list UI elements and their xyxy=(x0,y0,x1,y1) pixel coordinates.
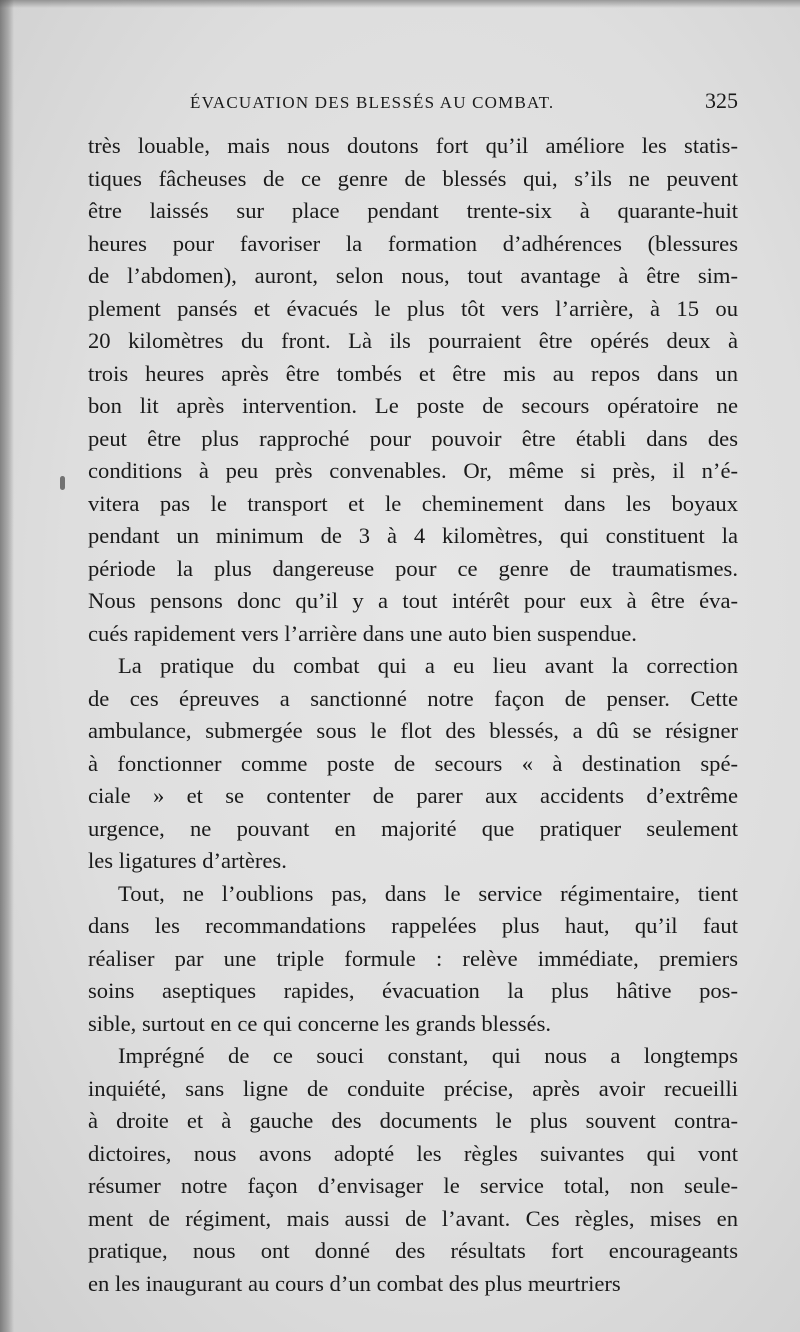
page-binding-shadow xyxy=(0,0,14,1332)
text-line: soins aseptiques rapides, évacuation la plus hâtive pos- xyxy=(88,978,738,1003)
text-line: à fonctionner comme poste de secours « à destination spé- xyxy=(88,750,738,776)
page-header xyxy=(88,88,738,118)
text-line: très louable, mais nous doutons fort qu’il améliore les statis- xyxy=(88,133,738,158)
text-line: ambulance, submergée sous le flot des blessés, a dû se résigner xyxy=(88,718,738,743)
text-line: bon lit après intervention. Le poste de secours opératoire ne xyxy=(88,393,738,418)
text-line: ment de régiment, mais aussi de l’avant. Ces règles, mises en xyxy=(88,1205,738,1231)
text-line: heures pour favoriser la formation d’adhérences (blessures xyxy=(88,230,738,256)
body-text xyxy=(88,130,738,1300)
page-number: 325 xyxy=(705,88,738,113)
text-line: Tout, ne l’oublions pas, dans le service régimentaire, tient xyxy=(118,880,738,906)
text-line: pendant un minimum de 3 à 4 kilomètres, qui constituent la xyxy=(88,523,738,548)
text-line: Nous pensons donc qu’il y a tout intérêt pour eux à être éva- xyxy=(88,588,738,613)
text-line: conditions à peu près convenables. Or, même si près, il n’é- xyxy=(88,458,738,483)
text-line: peut être plus rapproché pour pouvoir être établi dans des xyxy=(88,425,738,451)
text-line: urgence, ne pouvant en majorité que pratiquer seulement xyxy=(88,815,738,841)
text-line: à droite et à gauche des documents le plus souvent contra- xyxy=(88,1108,738,1133)
text-line: pratique, nous ont donné des résultats fort encourageants xyxy=(88,1238,738,1263)
text-line: ciale » et se contenter de parer aux accidents d’extrême xyxy=(88,783,738,808)
text-line: cués rapidement vers l’arrière dans une auto bien suspendue. xyxy=(88,620,637,646)
paragraph xyxy=(88,1040,738,1300)
page-top-edge xyxy=(0,0,800,8)
text-line: trois heures après être tombés et être mis au repos dans un xyxy=(88,360,738,386)
text-line: en les inaugurant au cours d’un combat des plus meurtriers xyxy=(88,1270,621,1296)
text-line: réaliser par une triple formule : relève immédiate, premiers xyxy=(88,945,738,971)
text-line: période la plus dangereuse pour ce genre de traumatismes. xyxy=(88,555,738,581)
text-line: de ces épreuves a sanctionné notre façon de penser. Cette xyxy=(88,685,738,711)
text-line: plement pansés et évacués le plus tôt vers l’arrière, à 15 ou xyxy=(88,295,738,321)
text-line: Imprégné de ce souci constant, qui nous a longtemps xyxy=(118,1043,738,1068)
paragraph xyxy=(88,650,738,878)
text-line: inquiété, sans ligne de conduite précise, après avoir recueilli xyxy=(88,1075,738,1101)
text-line: de l’abdomen), auront, selon nous, tout avantage à être sim- xyxy=(88,263,738,288)
text-line: 20 kilomètres du front. Là ils pourraient être opérés deux à xyxy=(88,328,738,353)
text-line: dans les recommandations rappelées plus haut, qu’il faut xyxy=(88,913,738,938)
paragraph xyxy=(88,878,738,1041)
text-line: sible, surtout en ce qui concerne les grands blessés. xyxy=(88,1010,552,1036)
text-line: résumer notre façon d’envisager le service total, non seule- xyxy=(88,1173,738,1198)
text-line: tiques fâcheuses de ce genre de blessés qui, s’ils ne peuvent xyxy=(88,165,738,191)
text-line: être laissés sur place pendant trente-six à quarante-huit xyxy=(88,198,738,223)
text-line: dictoires, nous avons adopté les règles suivantes qui vont xyxy=(88,1140,738,1166)
paragraph xyxy=(88,130,738,650)
ink-speck xyxy=(60,476,65,490)
text-line: les ligatures d’artères. xyxy=(88,848,287,873)
running-title: ÉVACUATION DES BLESSÉS AU COMBAT. xyxy=(190,93,555,112)
text-line: vitera pas le transport et le cheminement dans les boyaux xyxy=(88,490,738,516)
text-line: La pratique du combat qui a eu lieu avant la correction xyxy=(118,653,738,678)
